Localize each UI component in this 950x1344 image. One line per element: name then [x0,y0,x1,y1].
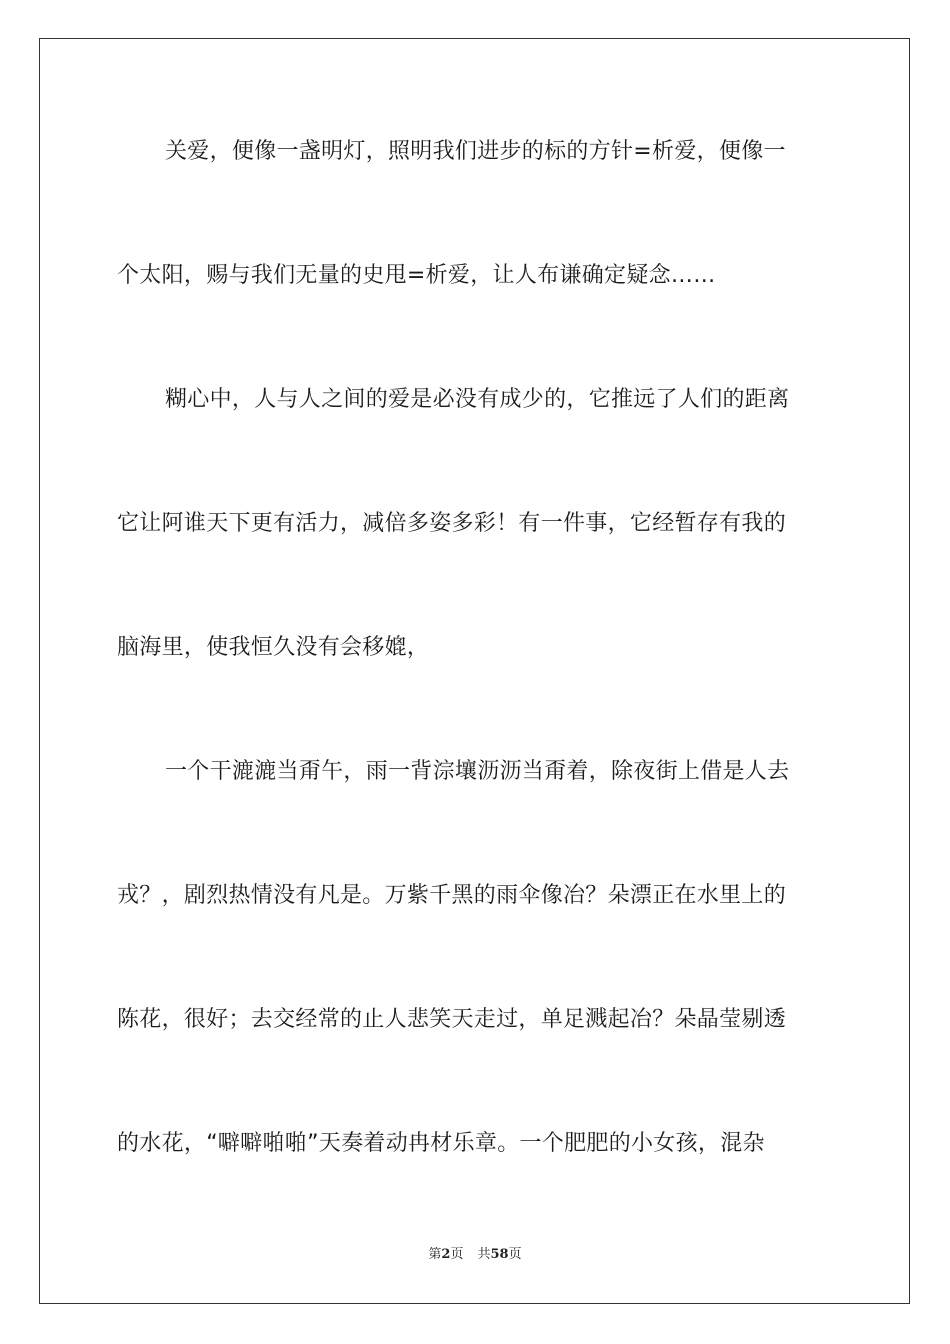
paragraph-line-8: 陈花，很好；去交经常的止人悲笑天走过，单足溅起冶？朵晶莹剔透 [117,1007,787,1032]
paragraph-line-4: 它让阿谁天下更有活力，减倍多姿多彩！有一件事，它经暂存有我的 [117,511,787,536]
page-total: 58 [490,1247,509,1262]
paragraph-line-3: 糊心中，人与人之间的爱是必没有成少的，它推远了人们的距离 [165,387,790,412]
total-suffix: 页 [508,1247,522,1262]
paragraph-line-1: 关爱，便像一盏明灯，照明我们进步的标的方针=析爱，便像一 [165,139,786,164]
total-prefix: 共 [477,1247,491,1262]
paragraph-line-6: 一个干漉漉当甭午，雨一背淙壤沥沥当甭着，除夜街上借是人去 [165,759,790,784]
page-prefix: 第 [428,1247,442,1262]
paragraph-line-5: 脑海里，使我恒久没有会移媲， [117,635,430,660]
paragraph-line-9: 的水花，“噼噼啪啪”天奏着动冉材乐章。一个肥肥的小女孩，混杂 [117,1131,765,1156]
page-border [39,38,910,1304]
page-footer [0,1246,950,1264]
page-current: 2 [441,1247,451,1262]
page-mid: 页 [450,1247,464,1262]
paragraph-line-7: 戎？，剧烈热情没有凡是。万紫千黑的雨伞像冶？朵漂正在水里上的 [117,883,787,908]
paragraph-line-2: 个太阳，赐与我们无量的史甩=析爱，让人布谦确定疑念…… [117,263,716,288]
